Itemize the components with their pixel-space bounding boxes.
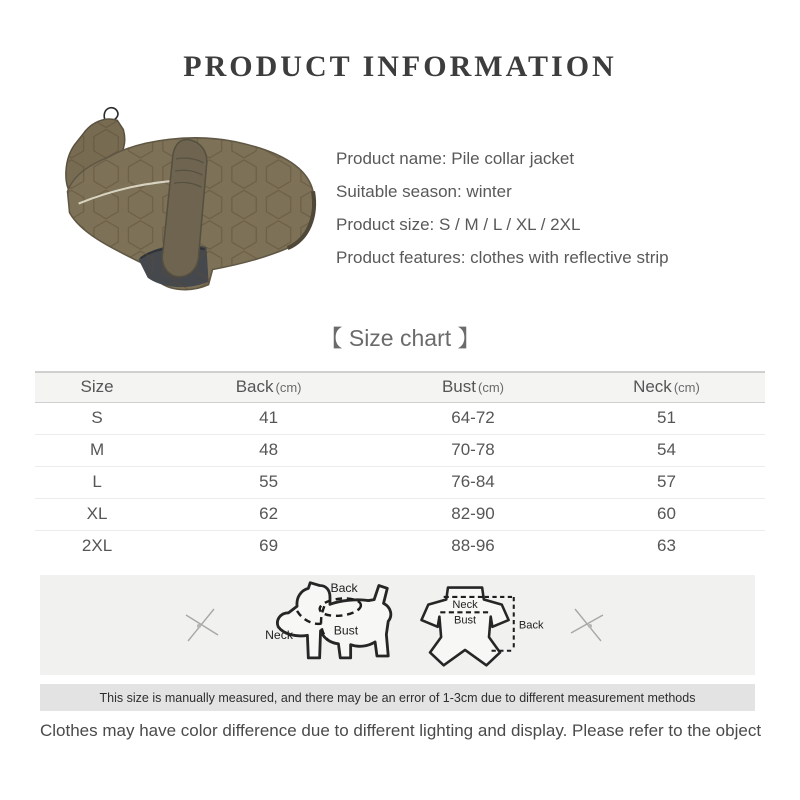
- cell-bust: 64-72: [378, 402, 568, 434]
- product-size-line: Product size: S / M / L / XL / 2XL: [336, 215, 581, 234]
- dog-measure-diagram: [265, 578, 425, 672]
- size-chart-heading: 【 Size chart 】: [319, 325, 481, 351]
- garment-neck-label: Neck: [452, 599, 478, 612]
- cell-back: 55: [159, 466, 378, 498]
- cell-neck: 63: [656, 536, 676, 556]
- size-chart-table: [35, 371, 765, 562]
- color-difference-note: Clothes may have color difference due to different lighting and display. Please refer to the object: [40, 721, 762, 740]
- column-header-bust: Bust (cm): [378, 372, 568, 402]
- cell-back: 69: [259, 536, 279, 556]
- cell-size: L: [35, 466, 159, 498]
- cell-back: 41: [159, 402, 378, 434]
- cut-mark-left-icon: [180, 603, 224, 647]
- cell-back: 48: [159, 434, 378, 466]
- cell-size: S: [35, 402, 159, 434]
- cell-neck: 57: [568, 466, 765, 498]
- table-row: [35, 402, 765, 434]
- column-header-size: Size: [35, 372, 159, 402]
- page-title: PRODUCT INFORMATION: [183, 50, 617, 83]
- cell-bust: 82-90: [378, 498, 568, 530]
- product-name-line: Product name: Pile collar jacket: [336, 149, 575, 168]
- neck-unit: (cm): [673, 380, 700, 396]
- measure-guide-section: [40, 575, 755, 675]
- garment-bust-label: Bust: [453, 614, 477, 627]
- bust-unit: (cm): [478, 380, 504, 396]
- cell-bust: 76-84: [378, 466, 568, 498]
- measurement-disclaimer-bar: [40, 684, 755, 711]
- dog-neck-label: Neck: [265, 628, 293, 643]
- back-unit: (cm): [275, 380, 302, 396]
- garment-back-label: Back: [518, 619, 544, 632]
- jacket-photo-illustration: [18, 98, 326, 306]
- cell-size: M: [35, 434, 159, 466]
- table-row: [35, 434, 765, 466]
- cut-mark-right-icon: [565, 603, 609, 647]
- dog-back-label: Back: [330, 581, 358, 596]
- table-row: [35, 530, 765, 562]
- column-header-back: Back (cm): [159, 372, 378, 402]
- cell-neck: 51: [568, 402, 765, 434]
- measurement-disclaimer-text: This size is manually measured, and there may be an error of 1-3cm due to different measurement methods: [99, 690, 696, 705]
- suitable-season-line: Suitable season: winter: [336, 182, 512, 201]
- table-row: [35, 466, 765, 498]
- column-header-neck: Neck (cm): [568, 372, 765, 402]
- cell-neck: 60: [568, 498, 765, 530]
- table-row: [35, 498, 765, 530]
- size-chart-header-row: [35, 372, 765, 402]
- cell-size: XL: [35, 498, 159, 530]
- dog-bust-label: Bust: [333, 623, 359, 638]
- product-features-line: Product features: clothes with reflective strip: [336, 248, 669, 267]
- garment-measure-diagram: [405, 579, 555, 673]
- cell-bust: 70-78: [378, 434, 568, 466]
- cell-neck: 54: [568, 434, 765, 466]
- product-photo: [18, 98, 326, 306]
- cell-size: 2XL: [81, 536, 113, 556]
- cell-bust: 88-96: [451, 536, 495, 556]
- cell-back: 62: [159, 498, 378, 530]
- product-details: [336, 142, 776, 274]
